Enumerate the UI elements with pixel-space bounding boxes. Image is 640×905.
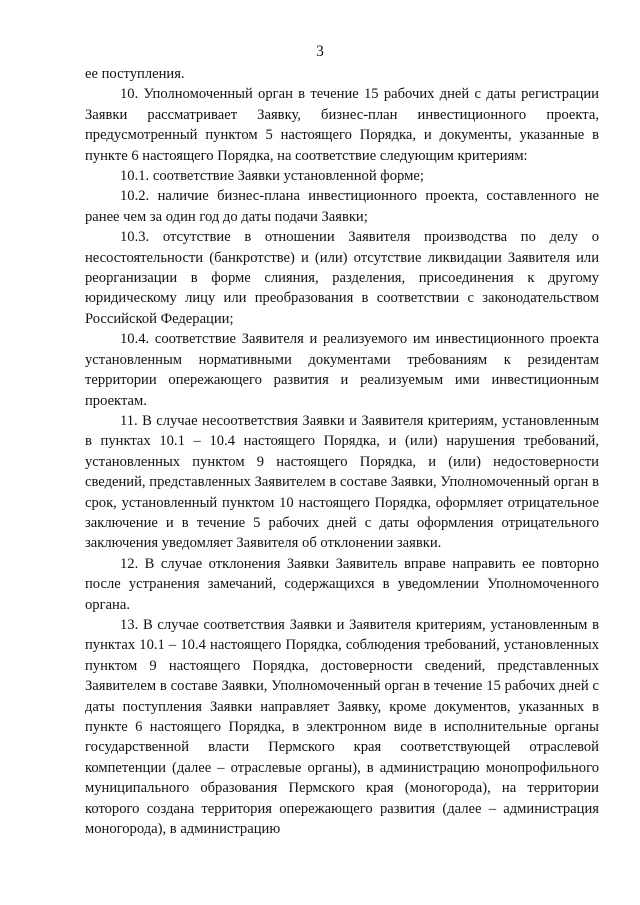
paragraph-item-11: 11. В случае несоответствия Заявки и Заявителя критериям, установленным в пунктах 10.1 – 10.4 настоящего Порядка, и (или) нарушения требований, установленных пунктом 9 настоящего Порядка, и (или) недостоверности сведений, представленных Заявителем в составе Заявки, Уполномоченный орган в срок, установленный пунктом 10 настоящего Порядка, оформляет отрицательное заключение и в течение 5 рабочих дней с даты оформления отрицательного заключения уведомляет Заявителя об отклонении заявки. — [85, 412, 599, 552]
paragraph-item-10: 10. Уполномоченный орган в течение 15 рабочих дней с даты регистрации Заявки рассматривает Заявку, бизнес-план инвестиционного проекта, предусмотренный пунктом 5 настоящего Порядка, и документы, указанные в пункте 6 настоящего Порядка, на соответствие следующим критериям: — [85, 86, 599, 164]
document-body — [85, 64, 599, 839]
page-number: 3 — [316, 43, 324, 60]
paragraph-item-10-4: 10.4. соответствие Заявителя и реализуемого им инвестиционного проекта установленным нормативными документами требованиям к резидентам территории опережающего развития и реализуемым ими инвестиционным проектам. — [85, 331, 599, 409]
paragraph-item-10-2: 10.2. наличие бизнес-плана инвестиционного проекта, составленного не ранее чем за один год до даты подачи Заявки; — [85, 188, 599, 225]
paragraph-item-12: 12. В случае отклонения Заявки Заявитель вправе направить ее повторно после устранения замечаний, содержащихся в уведомлении Уполномоченного органа. — [85, 555, 599, 613]
paragraph-item-10-3: 10.3. отсутствие в отношении Заявителя производства по делу о несостоятельности (банкротстве) и (или) отсутствие ликвидации Заявителя или реорганизации в форме слияния, разделения, присоединения к другому юридическому лицу или преобразования в соответствии с законодательством Российской Федерации; — [85, 229, 599, 327]
paragraph-item-13: 13. В случае соответствия Заявки и Заявителя критериям, установленным в пунктах 10.1 – 10.4 настоящего Порядка, соблюдения требований, установленных пунктом 9 настоящего Порядка, достоверности сведений, представленных Заявителем в составе Заявки, Уполномоченный орган в течение 15 рабочих дней с даты поступления Заявки направляет Заявку, кроме документов, указанных в пункте 6 настоящего Порядка, в электронном виде в исполнительные органы государственной власти Пермского края соответствующей отраслевой компетенции (далее – отраслевые органы), в администрацию монопрофильного муниципального образования Пермского края (моногорода), на территории которого создана территория опережающего развития (далее – администрация моногорода), в администрацию — [85, 616, 599, 838]
paragraph-continuation: ее поступления. — [85, 66, 185, 82]
paragraph-item-10-1: 10.1. соответствие Заявки установленной форме; — [120, 168, 424, 185]
